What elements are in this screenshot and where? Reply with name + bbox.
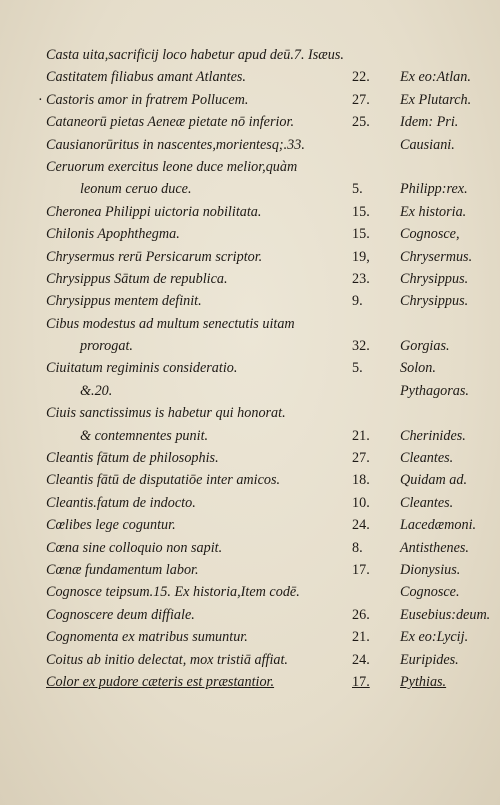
entry-number: 5. — [352, 181, 363, 198]
entry-reference: Antisthenes. — [400, 539, 469, 556]
margin-mark: · — [38, 91, 43, 108]
entry-text: Casta uita,sacrificij loco habetur apud deū.7. Isæus. — [46, 47, 344, 63]
entry-text: leonum ceruo duce. — [80, 181, 192, 198]
index-entry — [46, 492, 488, 514]
entry-text: Chilonis Apophthegma. — [46, 226, 180, 243]
index-entry — [46, 537, 488, 559]
entry-number: 15. — [352, 203, 370, 220]
index-entry — [38, 89, 488, 111]
index-entry — [46, 201, 488, 223]
index-entry — [46, 604, 491, 626]
entry-text: Cibus modestus ad multum senectutis uitam — [46, 315, 295, 332]
entry-reference: Solon. — [400, 360, 436, 377]
entry-reference: Cognosce. — [400, 584, 460, 601]
index-entry — [46, 447, 488, 469]
entry-reference: Philipp:rex. — [400, 181, 468, 198]
entry-reference: Ex eo:Lycij. — [400, 629, 469, 646]
entry-number: 24. — [352, 517, 370, 534]
entry-reference: Quidam ad. — [400, 472, 467, 489]
entry-reference: Pythias. — [400, 673, 447, 690]
entry-reference: Eusebius:deum. — [400, 606, 491, 623]
index-entry — [46, 425, 488, 447]
entry-text: Ciuitatum regiminis consideratio. — [46, 360, 238, 377]
entry-text: Chrysippus Sātum de republica. — [46, 270, 228, 287]
entry-number: 25. — [352, 114, 370, 131]
entry-text: Castoris amor in fratrem Pollucem. — [46, 91, 249, 108]
entry-number: 27. — [352, 450, 370, 467]
entry-text: Cleantis fātū de disputatiōe inter amicos. — [46, 472, 281, 489]
index-entry — [46, 268, 488, 290]
entry-reference: Causiani. — [400, 136, 455, 153]
entry-text: Cleantis fātum de philosophis. — [46, 450, 219, 467]
entry-number: 10. — [352, 494, 370, 511]
entry-text: Cleantis.fatum de indocto. — [46, 494, 196, 511]
index-entries — [38, 44, 491, 693]
entry-text: Cataneorū pietas Aeneæ pietate nō inferior. — [46, 114, 294, 131]
index-entry — [46, 66, 488, 88]
entry-number: 23. — [352, 270, 370, 287]
entry-text: Cognosce teipsum.15. Ex historia,Item codē. — [46, 584, 300, 601]
entry-reference: Dionysius. — [400, 561, 461, 578]
index-entry — [46, 44, 488, 66]
entry-reference: Idem: Pri. — [400, 114, 459, 131]
entry-reference: Chrysippus. — [400, 270, 469, 287]
index-entry — [46, 380, 488, 402]
entry-number: 18. — [352, 472, 370, 489]
index-entry — [46, 246, 488, 268]
entry-reference: Euripides. — [400, 651, 459, 668]
entry-text: Ceruorum exercitus leone duce melior,quàm — [46, 158, 298, 175]
entry-text: Cheronea Philippi uictoria nobilitata. — [46, 203, 262, 220]
index-entry — [46, 671, 488, 693]
entry-reference: Lacedæmoni. — [400, 517, 477, 534]
index-entry — [46, 290, 488, 312]
index-entry — [46, 134, 488, 156]
entry-number: 17. — [352, 673, 370, 690]
index-entry — [46, 313, 488, 335]
index-entry — [46, 626, 488, 648]
entry-text: Cœna sine colloquio non sapit. — [46, 539, 223, 556]
entry-reference: Chrysippus. — [400, 293, 469, 310]
entry-text: Cœlibes lege coguntur. — [46, 517, 176, 534]
entry-number: 24. — [352, 651, 370, 668]
entry-text: Chrysippus mentem definit. — [46, 293, 202, 310]
entry-text: Color ex pudore cæteris est præstantior. — [46, 673, 275, 690]
entry-text: Ciuis sanctissimus is habetur qui honorat. — [46, 405, 286, 422]
entry-text: Cœnæ fundamentum labor. — [46, 561, 199, 578]
entry-number: 21. — [352, 427, 370, 444]
index-entry — [46, 156, 488, 178]
entry-text: Causianorūritus in nascentes,morientesq;.33. — [46, 136, 305, 153]
index-entry — [46, 111, 488, 133]
entry-text: Chrysermus rerū Persicarum scriptor. — [46, 248, 263, 265]
entry-number: 15. — [352, 226, 370, 243]
index-entry — [46, 649, 488, 671]
index-entry — [46, 514, 488, 536]
entry-text: Coitus ab initio delectat, mox tristiā affiat. — [46, 651, 288, 668]
entry-text: & contemnentes punit. — [80, 427, 209, 444]
entry-number: 32. — [352, 338, 370, 355]
entry-text: &.20. — [80, 382, 113, 399]
index-entry — [46, 559, 488, 581]
entry-number: 22. — [352, 69, 370, 86]
entry-number: 21. — [352, 629, 370, 646]
entry-reference: Cleantes. — [400, 450, 454, 467]
index-entry — [46, 357, 488, 379]
entry-reference: Ex Plutarch. — [400, 91, 472, 108]
entry-reference: Cherinides. — [400, 427, 466, 444]
entry-text: Castitatem filiabus amant Atlantes. — [46, 69, 246, 86]
entry-reference: Gorgias. — [400, 338, 450, 355]
entry-reference: Cognosce, — [400, 226, 460, 243]
entry-text: prorogat. — [80, 338, 133, 355]
entry-reference: Ex eo:Atlan. — [400, 69, 471, 86]
index-entry — [46, 469, 488, 491]
entry-number: 26. — [352, 606, 370, 623]
entry-text: Cognoscere deum diffiale. — [46, 606, 195, 623]
index-entry — [46, 223, 488, 245]
entry-text: Cognomenta ex matribus sumuntur. — [46, 629, 248, 646]
entry-number: 27. — [352, 91, 370, 108]
index-entry — [46, 178, 488, 200]
entry-reference: Cleantes. — [400, 494, 454, 511]
entry-reference: Ex historia. — [400, 203, 467, 220]
entry-number: 17. — [352, 561, 370, 578]
entry-number: 19, — [352, 248, 370, 265]
entry-number: 5. — [352, 360, 363, 377]
entry-reference: Chrysermus. — [400, 248, 473, 265]
index-entry — [46, 402, 488, 424]
index-entry — [46, 335, 488, 357]
entry-number: 8. — [352, 539, 363, 556]
entry-number: 9. — [352, 293, 363, 310]
index-entry — [46, 581, 488, 603]
entry-reference: Pythagoras. — [400, 382, 469, 399]
